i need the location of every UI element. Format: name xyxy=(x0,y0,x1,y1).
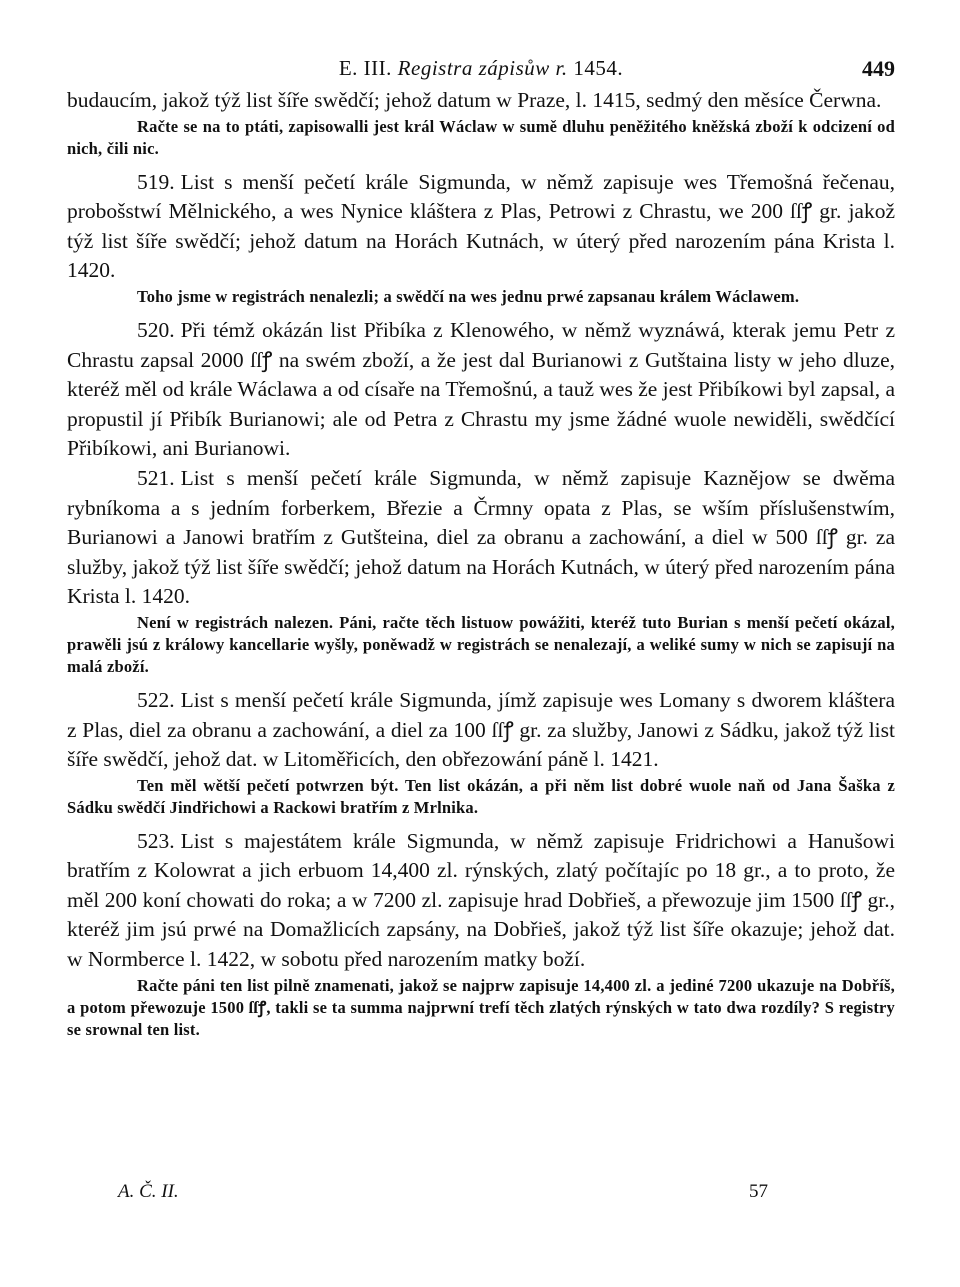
entry-text: Není w registrách nalezen. Páni, račte těch listuow powážiti, kteréž tuto Burian s menší pečetí okázal, prawěli jsú z králowy kancellarie wyšly, poněwadž w registrách se nenalezají, a weliké sumy w nich se zapisují na malá zboží. xyxy=(67,612,895,676)
page-footer xyxy=(118,1181,768,1205)
entry-number: 520. xyxy=(137,317,175,342)
entry-text: Při témž okázán list Přibíka z Klenowého, w němž wyznáwá, kterak jemu Petr z Chrastu zapsal 2000 ſſꝭ na swém zboží, a že jest dal Burianowi z Gutštaina listy w jeho dluze, kteréž měl od krále Wáclawa a od císaře na Třemošnú, a tauž wes že jest Přibíkowi byl zapsal, a propustil jí Přibík Burianowi; ale od Petra z Chrastu my jsme žádné wuole newiděli, swědčící Přibíkowi, ani Burianowi. xyxy=(67,317,895,461)
editor-note xyxy=(67,116,895,160)
continued-paragraph xyxy=(67,86,895,116)
entry-text: Račte páni ten list pilně znamenati, jakož se najprw zapisuje 14,400 zl. a jediné 7200 ukazuje na Dobříš, a potom přewozuje 1500 ſſꝭ, takli se ta summa najprwní trefí těch zlatých rýnských w tato dwa rozdíly? S registry se srownal ten list. xyxy=(67,975,895,1039)
page-number: 449 xyxy=(862,56,895,81)
editor-note xyxy=(67,612,895,678)
entry-text: List s menší pečetí krále Sigmunda, w němž zapisuje wes Třemošná řečenau, probošstwí Mělnického, a wes Nynice kláštera z Plas, Petrowi z Chrastu, we 200 ſſꝭ gr. jakož týž list šíře swědčí; jehož datum na Horách Kutnách, w úterý před narozením pána Krista l. 1420. xyxy=(67,169,895,283)
entry-text: Račte se na to ptáti, zapisowalli jest král Wáclaw w sumě dluhu peněžitého kněžská zboží k odcizení od nich, čili nic. xyxy=(67,116,895,158)
entry-text: Ten měl wětší pečetí potwrzen být. Ten list okázán, a při něm list dobré wuole naň od Jana Šaška z Sádku swědčí Jindřichowi a Rackowi bratřím z Mrlnika. xyxy=(67,775,895,817)
entry-paragraph xyxy=(67,464,895,612)
entry-text: List s menší pečetí krále Sigmunda, jímž zapisuje wes Lomany s dworem kláštera z Plas, diel za obranu a zachowání, a diel za 100 ſſꝭ gr. za služby, Janowi z Sádku, jakož týž list šíře swědčí, jehož dat. w Litoměřicích, den obřezowání páně l. 1421. xyxy=(67,687,895,772)
entry-number: 521. xyxy=(137,465,175,490)
entry-number: 522. xyxy=(137,687,175,712)
running-head xyxy=(67,56,895,86)
entry-text: List s majestátem krále Sigmunda, w němž zapisuje Fridrichowi a Hanušowi bratřím z Kolowrat a jich erbuom 14,400 zl. rýnských, zlatý počítajíc po 18 gr., a to proto, že měl 200 koní chowati do roka; a w 7200 zl. zapisuje hrad Dobřieš, a přewozuje jim 1500 ſſꝭ gr., kteréž jim jsú prwé na Domažlicích zapsány, na Dobřieš, jakož týž list šíře okazuje; jehož dat. w Normberce l. 1422, w sobotu před narozením matky boží. xyxy=(67,828,895,972)
editor-note xyxy=(67,286,895,308)
entry-number: 523. xyxy=(137,828,175,853)
signature-mark: A. Č. II. xyxy=(118,1181,179,1202)
section-label: E. III. xyxy=(338,56,392,80)
sheet-number: 57 xyxy=(749,1181,768,1202)
editor-note xyxy=(67,775,895,819)
entry-paragraph xyxy=(67,316,895,464)
body-text xyxy=(67,86,895,1041)
entry-number: 519. xyxy=(137,169,175,194)
entry-paragraph xyxy=(67,827,895,975)
entry-text: List s menší pečetí krále Sigmunda, w němž zapisuje Kaznějow se dwěma rybníkoma a s jedním forberkem, Březie a Črmny opata z Plas, se wším příslušenstwím, Burianowi a Janowi bratřím z Gutšteina, diel za obranu a zachowání, a diel w 500 ſſꝭ gr. za služby, jakož týž list šíře swědčí; jehož datum na Horách Kutnách, w úterý před narozením pána Krista l. 1420. xyxy=(67,465,895,609)
running-title xyxy=(67,56,895,81)
entry-paragraph xyxy=(67,686,895,775)
register-title: Registra zápisůw r. xyxy=(397,56,568,80)
register-year: 1454. xyxy=(573,56,624,80)
entry-paragraph xyxy=(67,168,895,286)
entry-text: Toho jsme w registrách nenalezli; a swědčí na wes jednu prwé zapsanau králem Wáclawem. xyxy=(137,286,800,306)
entry-text: budaucím, jakož týž list šíře swědčí; jehož datum w Praze, l. 1415, sedmý den měsíce Čerwna. xyxy=(67,88,882,112)
page xyxy=(67,56,895,1049)
editor-note xyxy=(67,975,895,1041)
